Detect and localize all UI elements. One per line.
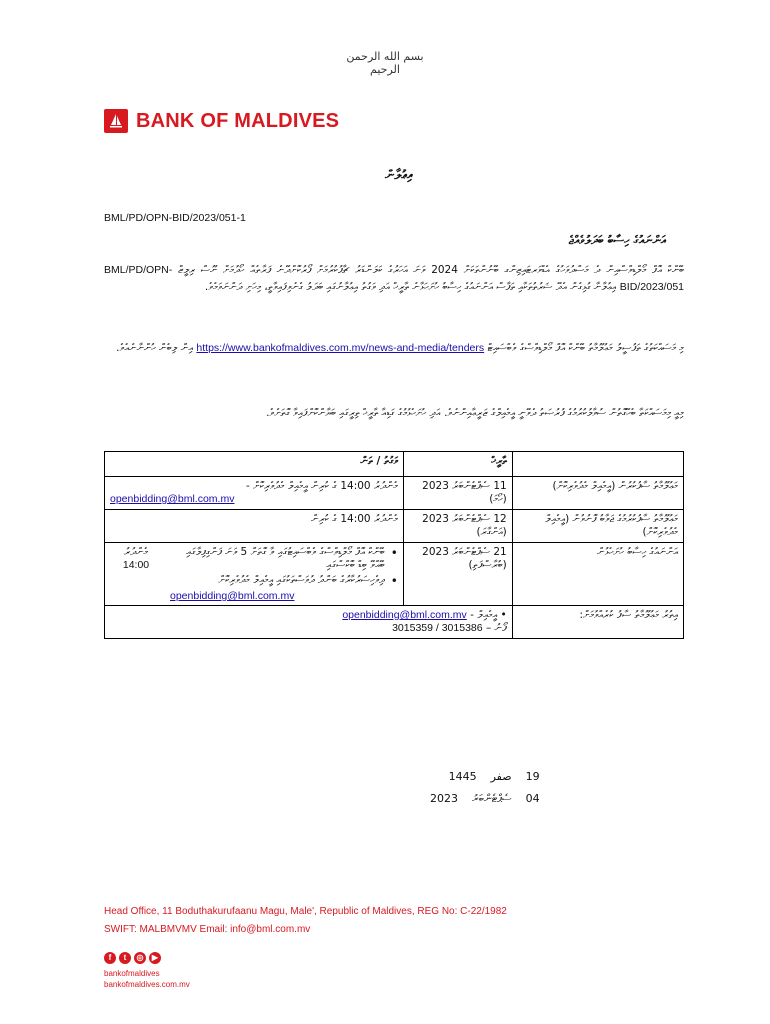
row-date (403, 510, 512, 543)
paragraph-website-tail: އިން ލިބެން ހުންނާނެއެވެ. (116, 342, 194, 354)
brand-name: BANK OF MALDIVES (136, 110, 340, 132)
head-office-address: Head Office, 11 Boduthakurufaanu Magu, Male', Republic of Maldives, REG No: C-22/1982 (104, 906, 507, 917)
website-link[interactable]: bankofmaldives.com.mv (104, 980, 190, 989)
row-item: މަޢުލޫމާތު ސާފުކުރުން (އީމެއިލް މެދުވެރިކޮށް) (512, 477, 683, 510)
reference-number: BML/PD/OPN-BID/2023/051-1 (104, 212, 246, 224)
submission-option-text: • ދިވެހިސަރުކާރުގެ ބަންދު ދުވަސްތަކުގައި އީމެއިލް މެދުވެރިކޮށް (218, 574, 385, 586)
contact-phone: 3015359 / 3015386 (392, 622, 483, 634)
issue-date (430, 766, 540, 810)
table-row (105, 543, 684, 606)
header-time-place: ވަގުތު / ތަން (105, 452, 404, 477)
row-date-value: 11 ސެޕްޓެންބަރު 2023 (422, 480, 507, 492)
footer-address (104, 903, 507, 939)
row-time-place: މެންދުރު 14:00 ގެ ކުރިން (105, 510, 404, 543)
row-date (403, 543, 512, 606)
row-time-label: މެންދުރު (124, 546, 148, 558)
paragraph-inquiry: މިއީ މިމަސައްކަތާ ބެހޭގޮތުން ސުވާލުކުރުމުގެ ފުރުޞަތު ދެވޭނީ އީމެއިލްގެ ޒަރީޢާއިންނެވެ. އަދި ހުށަހެޅުމުގެ ގަޑިއާ ތާރީޚް ތިރީގައި ބަޔާންކޮށްފައިވާ ގޮތަށެވެ. (266, 407, 684, 419)
instagram-icon[interactable]: ◎ (134, 952, 146, 964)
row-date (403, 477, 512, 510)
contact-row (105, 606, 684, 639)
row-time-place (105, 543, 404, 606)
paragraph-intro-text: ބޭންކް އޮފް މޯލްޑިވްސްއިން ދެ މަސްދުވަހުގެ އެޑްވަރޓައިޒިންގ ބޭނުންތަކަށް 2024 ވަނަ އަހަރުގެ ކަލަންޑަރު ޗާޕުކުރުމަށް ފޯރުކޮށްދޭނެ ފަރާތެއް ހޯދުމަށް ނޫސް ރިލީޒް (178, 264, 685, 276)
row-item: މަޢުލޫމާތު ސާފުކުރުމުގެ ޖަވާބު ފޮނުވުން (އީމެއިލް މެދުވެރިކޮށް) (512, 510, 683, 543)
row-time-text: މެންދުރު 14:00 ގެ ކުރިން އީމެއިލް މެދުވެރިކޮށް - (246, 480, 398, 492)
paragraph-intro-tail: އިޢުލާނާ ގުޅިގެން އެދޭ ޝަރުތުތަކާއި ތަފާސް އަންނައުގެ ހިސާބު ހުށަހަޅާނެ ތާރީޚް އަދި ވަގުތު އިޢުލާނުގައި ބަދަލު ގެނެވިފައިވާތީ، މިހަށި ދަންނަވަމެވެ. (204, 281, 617, 293)
paragraph-intro (104, 262, 684, 296)
bismillah-calligraphy: بسم الله الرحمن الرحيم (346, 50, 424, 76)
table-row (105, 477, 684, 510)
gregorian-date (430, 788, 540, 810)
submission-option (170, 546, 398, 572)
greg-year: 2023 (430, 792, 458, 805)
row-date-value: 21 ސެޕްޓެންބަރު 2023 (422, 546, 507, 558)
schedule-table (104, 451, 684, 639)
notice-title: އިޢުލާން (384, 168, 413, 183)
table-row (105, 510, 684, 543)
social-handle[interactable]: bankofmaldives (104, 969, 160, 978)
row-item: އަންނައުގެ ހިސާބު ހުށަހެޅުން (512, 543, 683, 606)
row-day: (ހޯމަ) (489, 493, 507, 505)
header-item (512, 452, 683, 477)
contact-details (105, 606, 513, 639)
swift-email: SWIFT: MALBMVMV Email: info@bml.com.mv (104, 924, 311, 935)
hijri-year: 1445 (448, 770, 477, 783)
sail-logo-icon (104, 109, 128, 133)
bank-logo (104, 109, 339, 133)
hijri-date (430, 766, 540, 788)
paragraph-website (104, 340, 684, 357)
contact-email-link[interactable]: openbidding@bml.com.mv (342, 609, 467, 621)
footer-links (104, 968, 190, 990)
paragraph-website-text: މި މަސައްކަތުގެ ތަފުސީލު މަޢުލޫމާތު ބޭންކް އޮފް މޯލްޑިވްސްގެ ވެބްސައިޓް (487, 342, 684, 354)
greg-month: ސެޕްޓެންބަރު (472, 792, 512, 805)
row-day: (ބުރާސްފަތި) (468, 559, 507, 571)
youtube-icon[interactable]: ▶ (149, 952, 161, 964)
social-icons (104, 952, 161, 964)
twitter-icon[interactable]: t (119, 952, 131, 964)
contact-phone-line (110, 622, 507, 635)
email-link[interactable]: openbidding@bml.com.mv (170, 590, 295, 602)
contact-email-line: • އީމެއިލް - openbidding@bml.com.mv (342, 609, 507, 621)
hijri-day: 19 (525, 770, 540, 783)
row-day: (އަންގާރަ) (476, 526, 507, 538)
row-date-value: 12 ސެޕްޓެންބަރު 2023 (422, 513, 507, 525)
contact-label: އިތުރު މަޢުލޫމާތު ސާފު ކުރެއްވުމަށް: (512, 606, 683, 639)
notice-subject: އަންނައުގެ ހިސާބު ބަދަލުވެއްޖެ (568, 233, 666, 247)
submission-option-text: • ބޭންކް އޮފް މޯލްޑިވްސްގެ ވެބްސައިޓުގައި ވާ ގޮތަށް 5 ވަނަ ފަންގިފިލާގައި ބޭއްވޭ ބިޑް ބޮކްސްގައި (186, 546, 385, 571)
facebook-icon[interactable]: f (104, 952, 116, 964)
row-time-place (105, 477, 404, 510)
header-date: ތާރީޚް (403, 452, 512, 477)
submission-option (170, 574, 398, 588)
tender-reference: BML/PD/OPN-BID/2023/051 (104, 264, 684, 293)
contact-phone-prefix: ފޯނު – (485, 622, 507, 634)
hijri-month: صفر (490, 770, 512, 783)
tenders-link[interactable]: https://www.bankofmaldives.com.mv/news-and-media/tenders (196, 342, 485, 354)
table-header-row (105, 452, 684, 477)
row-time: 14:00 (122, 559, 150, 571)
contact-email-prefix: އީމެއިލް - (470, 609, 498, 621)
email-link[interactable]: openbidding@bml.com.mv (110, 493, 235, 505)
greg-day: 04 (525, 792, 540, 805)
